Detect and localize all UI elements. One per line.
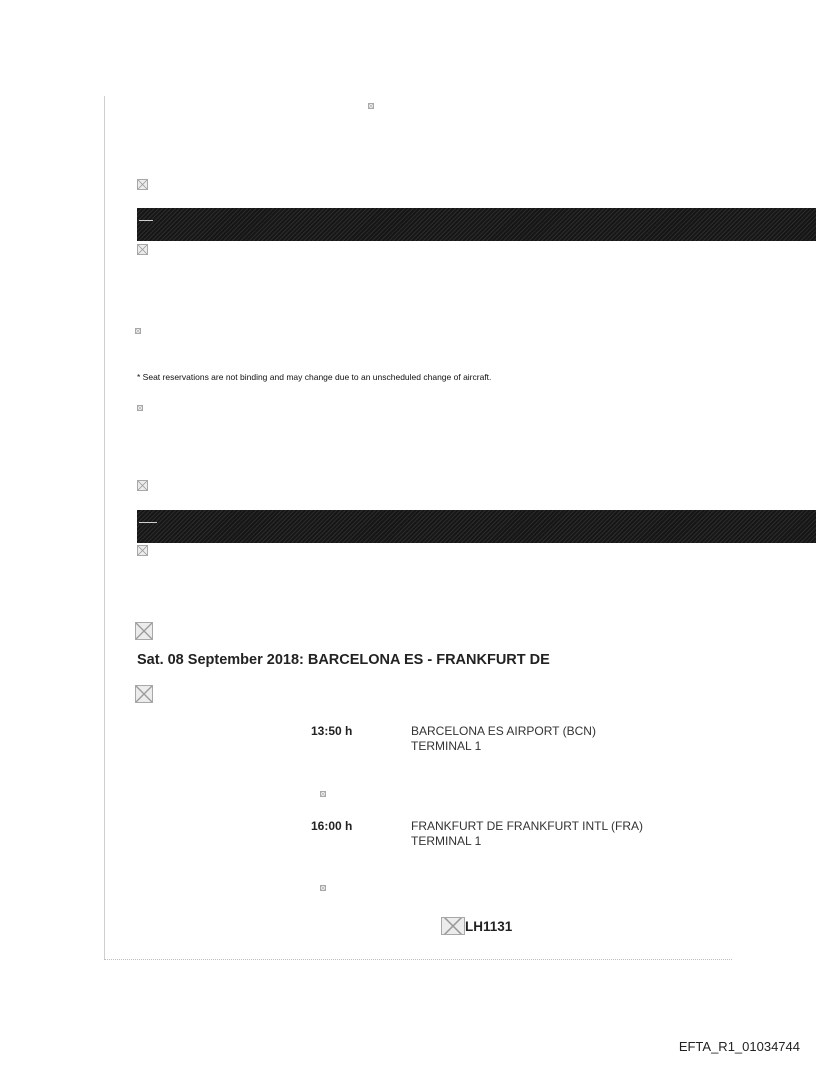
broken-image-icon xyxy=(320,885,326,891)
departure-time: 13:50 h xyxy=(311,724,353,738)
departure-location xyxy=(411,724,596,754)
arrival-terminal: TERMINAL 1 xyxy=(411,834,482,848)
flight-number-row xyxy=(441,917,512,935)
redaction-mark xyxy=(139,522,157,523)
broken-image-icon xyxy=(137,244,148,255)
departure-airport: BARCELONA ES AIRPORT (BCN) xyxy=(411,724,596,738)
seat-reservation-note: * Seat reservations are not binding and may change due to an unscheduled change of aircraft. xyxy=(137,372,492,382)
broken-image-icon xyxy=(135,328,141,334)
broken-image-icon xyxy=(135,622,153,640)
redaction-mark xyxy=(139,220,153,221)
document-code: EFTA_R1_01034744 xyxy=(678,1039,800,1054)
arrival-location xyxy=(411,819,643,849)
arrival-time: 16:00 h xyxy=(311,819,353,833)
email-frame-left-border xyxy=(104,96,105,960)
redaction-bar xyxy=(137,510,816,543)
broken-image-icon xyxy=(135,685,153,703)
segment-heading: Sat. 08 September 2018: BARCELONA ES - FRANKFURT DE xyxy=(137,652,550,668)
flight-number: LH1131 xyxy=(465,918,513,934)
broken-image-icon xyxy=(137,179,148,190)
email-frame-bottom-border xyxy=(104,959,732,960)
broken-image-icon xyxy=(137,545,148,556)
broken-image-icon xyxy=(320,791,326,797)
broken-image-icon xyxy=(137,405,143,411)
departure-terminal: TERMINAL 1 xyxy=(411,739,482,753)
redaction-bar xyxy=(137,208,816,241)
arrival-airport: FRANKFURT DE FRANKFURT INTL (FRA) xyxy=(411,819,644,833)
broken-image-icon xyxy=(368,103,374,109)
broken-image-icon xyxy=(137,480,148,491)
airline-logo-broken-image-icon xyxy=(441,917,465,935)
